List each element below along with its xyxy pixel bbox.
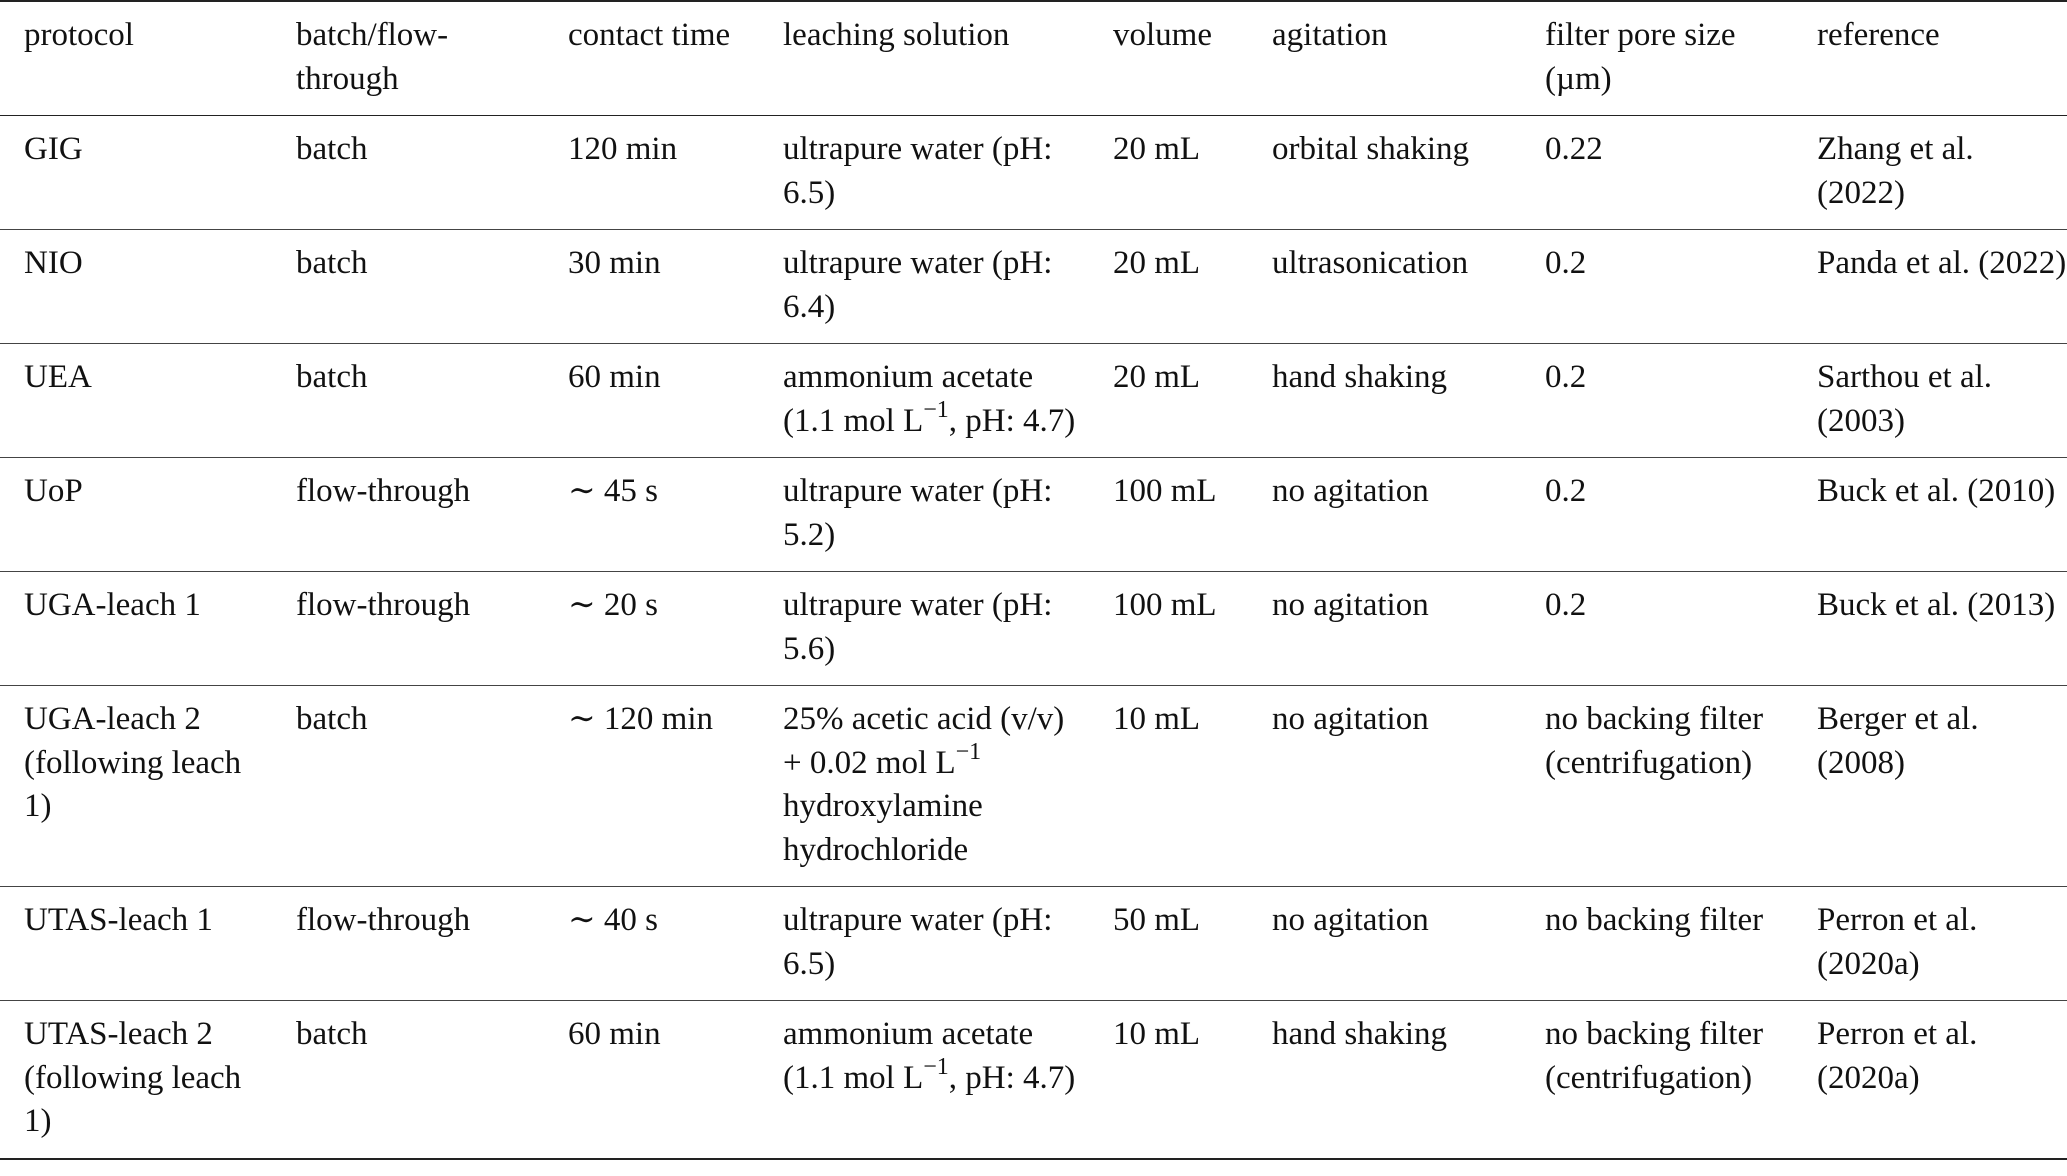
cell-leaching-solution: ultrapure water (pH: 6.5) xyxy=(759,887,1089,1001)
cell-leaching-solution: ultrapure water (pH: 6.5) xyxy=(759,116,1089,230)
cell-volume: 10 mL xyxy=(1089,1001,1248,1159)
cell-batch-flow-through: flow-through xyxy=(272,887,544,1001)
cell-batch-flow-through: flow-through xyxy=(272,458,544,572)
header-filter-pore-size: filter pore size (µm) xyxy=(1521,1,1793,116)
cell-reference: Buck et al. (2010) xyxy=(1793,458,2067,572)
cell-contact-time: ∼ 45 s xyxy=(544,458,759,572)
cell-agitation: orbital shaking xyxy=(1248,116,1521,230)
cell-reference: Sarthou et al. (2003) xyxy=(1793,344,2067,458)
cell-batch-flow-through: flow-through xyxy=(272,572,544,686)
cell-protocol: UoP xyxy=(0,458,272,572)
cell-contact-time: 30 min xyxy=(544,230,759,344)
cell-volume: 20 mL xyxy=(1089,116,1248,230)
header-reference: reference xyxy=(1793,1,2067,116)
cell-protocol: UGA-leach 2 (following leach 1) xyxy=(0,686,272,887)
header-batch-flow-through: batch/flow-through xyxy=(272,1,544,116)
header-volume: volume xyxy=(1089,1,1248,116)
cell-filter-pore-size: 0.2 xyxy=(1521,344,1793,458)
cell-batch-flow-through: batch xyxy=(272,116,544,230)
cell-filter-pore-size: 0.2 xyxy=(1521,458,1793,572)
cell-agitation: ultrasonication xyxy=(1248,230,1521,344)
cell-filter-pore-size: no backing filter (centrifugation) xyxy=(1521,1001,1793,1159)
cell-reference: Perron et al. (2020a) xyxy=(1793,887,2067,1001)
cell-agitation: no agitation xyxy=(1248,887,1521,1001)
table-header-row xyxy=(0,1,2067,116)
cell-batch-flow-through: batch xyxy=(272,230,544,344)
cell-protocol: UTAS-leach 2 (following leach 1) xyxy=(0,1001,272,1159)
cell-leaching-solution: ultrapure water (pH: 5.2) xyxy=(759,458,1089,572)
table-row xyxy=(0,572,2067,686)
cell-volume: 20 mL xyxy=(1089,230,1248,344)
header-agitation: agitation xyxy=(1248,1,1521,116)
cell-agitation: hand shaking xyxy=(1248,1001,1521,1159)
cell-protocol: UGA-leach 1 xyxy=(0,572,272,686)
header-leaching-solution: leaching solution xyxy=(759,1,1089,116)
header-contact-time: contact time xyxy=(544,1,759,116)
table-row xyxy=(0,458,2067,572)
table-row xyxy=(0,230,2067,344)
table-row xyxy=(0,116,2067,230)
cell-filter-pore-size: no backing filter (centrifugation) xyxy=(1521,686,1793,887)
cell-contact-time: 60 min xyxy=(544,1001,759,1159)
cell-batch-flow-through: batch xyxy=(272,686,544,887)
cell-protocol: NIO xyxy=(0,230,272,344)
table-row xyxy=(0,887,2067,1001)
cell-agitation: no agitation xyxy=(1248,458,1521,572)
cell-reference: Perron et al. (2020a) xyxy=(1793,1001,2067,1159)
cell-protocol: GIG xyxy=(0,116,272,230)
cell-volume: 20 mL xyxy=(1089,344,1248,458)
cell-filter-pore-size: no backing filter xyxy=(1521,887,1793,1001)
cell-protocol: UTAS-leach 1 xyxy=(0,887,272,1001)
cell-agitation: no agitation xyxy=(1248,572,1521,686)
cell-leaching-solution: ammonium acetate (1.1 mol $L^{-1}$, pH: 4.7) xyxy=(759,344,1089,458)
cell-volume: 50 mL xyxy=(1089,887,1248,1001)
cell-volume: 10 mL xyxy=(1089,686,1248,887)
cell-leaching-solution: ultrapure water (pH: 5.6) xyxy=(759,572,1089,686)
cell-leaching-solution: ultrapure water (pH: 6.4) xyxy=(759,230,1089,344)
cell-volume: 100 mL xyxy=(1089,458,1248,572)
cell-batch-flow-through: batch xyxy=(272,344,544,458)
table-row xyxy=(0,344,2067,458)
cell-reference: Panda et al. (2022) xyxy=(1793,230,2067,344)
cell-contact-time: ∼ 120 min xyxy=(544,686,759,887)
cell-contact-time: 60 min xyxy=(544,344,759,458)
cell-leaching-solution: 25% acetic acid (v/v) + 0.02 mol $L^{-1}$ hydroxylamine hydrochloride xyxy=(759,686,1089,887)
cell-reference: Zhang et al. (2022) xyxy=(1793,116,2067,230)
cell-agitation: no agitation xyxy=(1248,686,1521,887)
table-row xyxy=(0,686,2067,887)
cell-agitation: hand shaking xyxy=(1248,344,1521,458)
table-row xyxy=(0,1001,2067,1159)
cell-filter-pore-size: 0.2 xyxy=(1521,230,1793,344)
cell-filter-pore-size: 0.2 xyxy=(1521,572,1793,686)
header-protocol: protocol xyxy=(0,1,272,116)
cell-batch-flow-through: batch xyxy=(272,1001,544,1159)
cell-protocol: UEA xyxy=(0,344,272,458)
cell-contact-time: ∼ 20 s xyxy=(544,572,759,686)
cell-volume: 100 mL xyxy=(1089,572,1248,686)
cell-filter-pore-size: 0.22 xyxy=(1521,116,1793,230)
cell-contact-time: ∼ 40 s xyxy=(544,887,759,1001)
cell-reference: Berger et al. (2008) xyxy=(1793,686,2067,887)
cell-contact-time: 120 min xyxy=(544,116,759,230)
cell-reference: Buck et al. (2013) xyxy=(1793,572,2067,686)
cell-leaching-solution: ammonium acetate (1.1 mol $L^{-1}$, pH: 4.7) xyxy=(759,1001,1089,1159)
